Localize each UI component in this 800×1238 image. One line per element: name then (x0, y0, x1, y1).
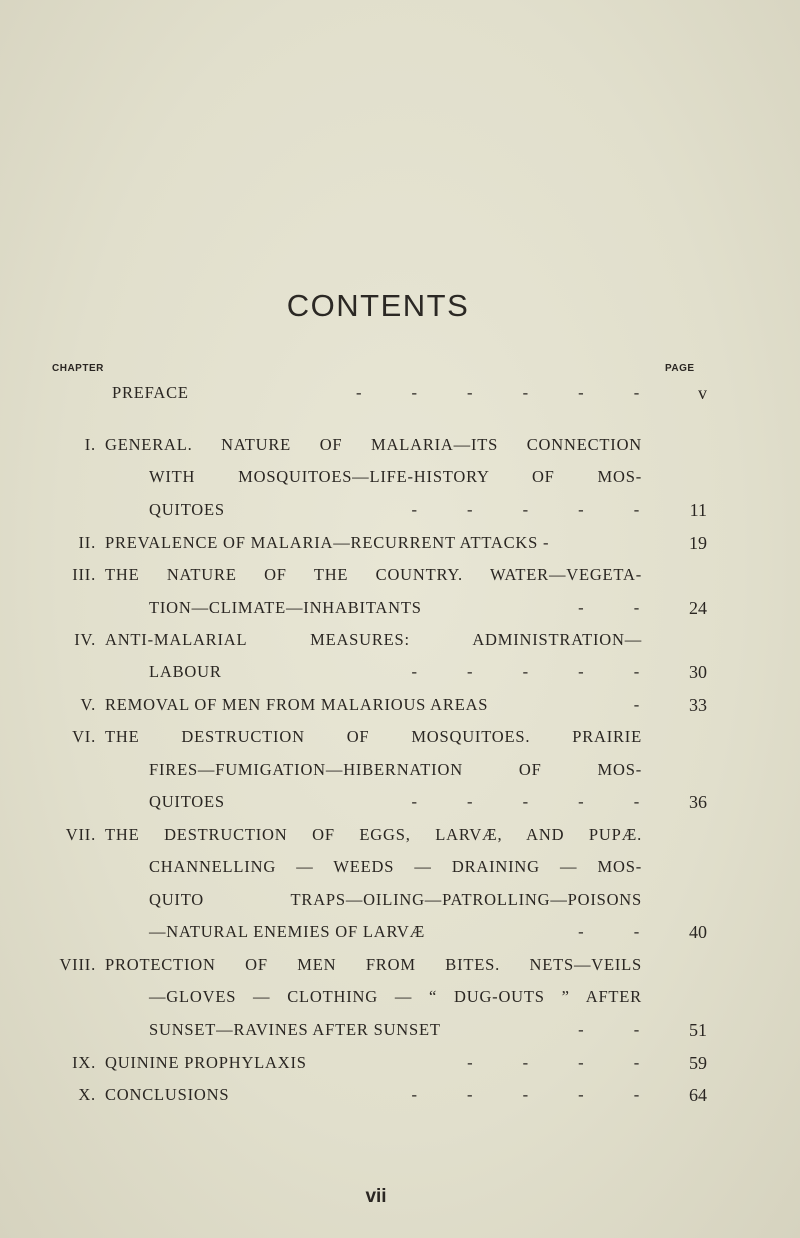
page-reference: 11 (689, 500, 707, 520)
chapter-title-line: LABOUR (149, 662, 222, 681)
toc-line (0, 662, 800, 688)
toc-line (0, 630, 800, 656)
chapter-number: IV. (74, 630, 96, 649)
chapter-title-line: QUININE PROPHYLAXIS (105, 1053, 307, 1072)
chapter-number: VI. (72, 727, 96, 746)
page-reference: 51 (689, 1020, 707, 1040)
toc-line (0, 922, 800, 948)
chapter-number: II. (78, 533, 96, 552)
toc-line (0, 1085, 800, 1111)
toc-line (0, 598, 800, 624)
chapter-title-line: THE DESTRUCTION OF EGGS, LARVÆ, AND PUPÆ. (105, 825, 642, 844)
chapter-title-line: GENERAL. NATURE OF MALARIA—ITS CONNECTION (105, 435, 642, 454)
toc-line (0, 435, 800, 461)
dash-leader: - - - - - (411, 662, 640, 681)
page-number: vii (365, 1186, 387, 1207)
chapter-title-line: REMOVAL OF MEN FROM MALARIOUS AREAS (105, 695, 489, 714)
page-reference: 36 (689, 792, 707, 812)
chapter-column-header: CHAPTER (52, 363, 104, 374)
chapter-number: III. (72, 565, 96, 584)
page-reference: 33 (689, 695, 707, 715)
chapter-title-line: QUITOES (149, 500, 225, 519)
toc-line (0, 987, 800, 1013)
toc-line (0, 955, 800, 981)
chapter-title-line: QUITOES (149, 792, 225, 811)
page-reference: 30 (689, 662, 707, 682)
dash-leader: - - (578, 1020, 640, 1039)
toc-line (0, 857, 800, 883)
chapter-title-line: TION—CLIMATE—INHABITANTS (149, 598, 422, 617)
toc-line (0, 695, 800, 721)
dash-leader: - (633, 695, 640, 714)
toc-line (0, 533, 800, 559)
chapter-number: VII. (65, 825, 96, 844)
toc-line (0, 792, 800, 818)
dash-leader: - - - - - (411, 500, 640, 519)
chapter-title-line: ANTI-MALARIAL MEASURES: ADMINISTRATION— (105, 630, 642, 649)
toc-line (0, 890, 800, 916)
chapter-title-line: PREFACE (112, 383, 189, 402)
chapter-title-line: —NATURAL ENEMIES OF LARVÆ (149, 922, 426, 941)
page-reference: 64 (689, 1085, 707, 1105)
chapter-number: X. (78, 1085, 96, 1104)
toc-line (0, 500, 800, 526)
chapter-title-line: FIRES—FUMIGATION—HIBERNATION OF MOS- (149, 760, 642, 779)
toc-line (0, 760, 800, 786)
toc-line (0, 1020, 800, 1046)
chapter-title-line: SUNSET—RAVINES AFTER SUNSET (149, 1020, 441, 1039)
chapter-title-line: —GLOVES — CLOTHING — “ DUG-OUTS ” AFTER (149, 987, 642, 1006)
chapter-title-line: THE DESTRUCTION OF MOSQUITOES. PRAIRIE (105, 727, 642, 746)
toc-line (0, 1053, 800, 1079)
page-reference: 40 (689, 922, 707, 942)
page-reference: v (698, 383, 707, 403)
dash-leader: - - (578, 922, 640, 941)
page-reference: 24 (689, 598, 707, 618)
chapter-title-line: CHANNELLING — WEEDS — DRAINING — MOS- (149, 857, 642, 876)
toc-line (0, 467, 800, 493)
page-reference: 59 (689, 1053, 707, 1073)
chapter-number: I. (84, 435, 96, 454)
chapter-title-line: CONCLUSIONS (105, 1085, 230, 1104)
page-title: CONTENTS (286, 288, 470, 323)
toc-line (0, 383, 800, 409)
page-reference: 19 (689, 533, 707, 553)
dash-leader: - - - - (467, 1053, 640, 1072)
chapter-title-line: WITH MOSQUITOES—LIFE-HISTORY OF MOS- (149, 467, 642, 486)
chapter-number: V. (80, 695, 96, 714)
dash-leader: - - - - - - (355, 383, 640, 402)
toc-line (0, 565, 800, 591)
chapter-title-line: THE NATURE OF THE COUNTRY. WATER—VEGETA- (105, 565, 642, 584)
chapter-title-line: QUITO TRAPS—OILING—PATROLLING—POISONS (149, 890, 642, 909)
chapter-title-line: PROTECTION OF MEN FROM BITES. NETS—VEILS (105, 955, 642, 974)
chapter-number: IX. (72, 1053, 96, 1072)
toc-line (0, 727, 800, 753)
chapter-number: VIII. (59, 955, 96, 974)
dash-leader: - - (578, 598, 640, 617)
chapter-title-line: PREVALENCE OF MALARIA—RECURRENT ATTACKS - (105, 533, 550, 552)
dash-leader: - - - - - (411, 1085, 640, 1104)
dash-leader: - - - - - (411, 792, 640, 811)
page-column-header: PAGE (665, 363, 695, 374)
toc-line (0, 825, 800, 851)
